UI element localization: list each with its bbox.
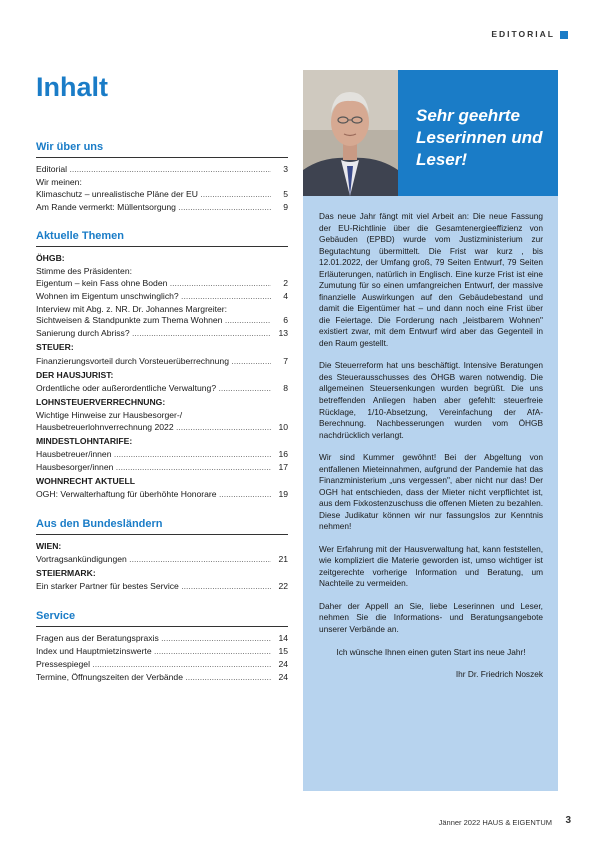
toc-section-service — [36, 609, 288, 684]
toc-entry[interactable] — [36, 449, 288, 460]
signature: Ihr Dr. Friedrich Noszek — [455, 669, 543, 680]
letter-paragraph: Wir sind Kummer gewöhnt! Bei der Abgeltung von entfallenen Mieteinnahmen, aufgrund der Pandemie hat das Finanzministerium „uns vergessen", aber nicht nur das! Der OGH hat entschieden, dass der Mieter nicht verpflichtet ist, aus dem Fixkostenzuschuss die offenen Mieten zu bezahlen. Diese Judikatur können wir nur fassungslos zur Kenntnis nehmen! — [319, 452, 543, 532]
toc-entry[interactable] — [36, 164, 288, 175]
toc-entry[interactable] — [36, 581, 288, 592]
category-label: STEUER: — [36, 342, 74, 353]
entry-page: 9 — [283, 201, 288, 212]
letter-paragraph: Daher der Appell an Sie, liebe Leserinnen und Leser, nehmen Sie die Informations- und Beratungsangebote unserer Verbände an. — [319, 600, 543, 634]
toc-entry[interactable] — [36, 462, 288, 473]
entry-page: 3 — [283, 164, 288, 175]
letter-paragraph: Ich wünsche Ihnen einen guten Start ins neue Jahr! — [336, 646, 526, 657]
letter-paragraph: Wer Erfahrung mit der Hausverwaltung hat, kann feststellen, wie kompliziert die Materie geworden ist, umso wichtiger ist zeitgerechte vorherige Information und Beratung, um Nachteile zu vermeiden. — [319, 543, 543, 589]
entry-title: Hausbetreuer/innen ..... — [36, 449, 271, 460]
entry-page: 19 — [278, 489, 288, 500]
entry-title-line2: Klimaschutz – unrealistische Pläne der EU ..... — [36, 189, 271, 200]
entry-page: 10 — [278, 421, 288, 432]
editorial-letter — [319, 211, 543, 681]
entry-title: OGH: Verwalterhaftung für überhöhte Honorare ..... — [36, 489, 271, 500]
entry-title: Editorial ..... — [36, 164, 271, 175]
entry-page: 2 — [283, 277, 288, 288]
entry-page: 24 — [278, 672, 288, 683]
entry-title: Vortragsankündigungen ..... — [36, 554, 271, 565]
footer-issue: Jänner 2022 HAUS & EIGENTUM — [438, 818, 552, 827]
table-of-contents — [36, 140, 288, 700]
entry-page: 7 — [283, 355, 288, 366]
section-title: Service — [36, 609, 288, 627]
entry-title-line1: Wir meinen: — [36, 177, 82, 188]
toc-section-bundeslaender — [36, 517, 288, 593]
toc-entry[interactable] — [36, 304, 288, 326]
toc-section-wir — [36, 140, 288, 213]
page-title: Inhalt — [36, 72, 108, 102]
entry-page: 21 — [278, 554, 288, 565]
toc-entry[interactable] — [36, 410, 288, 432]
entry-title: Ein starker Partner für bestes Service ..... — [36, 581, 271, 592]
toc-entry[interactable] — [36, 489, 288, 500]
section-title: Aktuelle Themen — [36, 229, 288, 247]
entry-page: 8 — [283, 383, 288, 393]
letter-paragraph: Das neue Jahr fängt mit viel Arbeit an: Die neue Fassung der EU-Richtlinie über die Gesamtenergieeffizienz von Gebäuden (EPBD) wurde vom Justizministerium zur Begutachtung übermittelt. Die Frist war kurz , bis 12.01.2022, der Umfang groß, 79 Seiten Entwurf, 79 Seiten Erläuterungen, natürlich in Englisch. Eine kurze Frist ist eine Zumutung für so einen umfangreichen Entwurf, der massive finanzielle Auswirkungen auf den Gebäudebestand und damit die Eigentümer hat – und dann noch eine Frist über die Feiertage. Die Forderung nach „leistbarem Wohnen" existiert zwar, mit dem Entwurf wird aber das Gegenteil in den Raum gestellt. — [319, 211, 543, 348]
greeting-heading: Sehr geehrte Leserinnen und Leser! — [416, 106, 543, 170]
entry-title-line2: Sichtweisen & Standpunkte zum Thema Wohnen ..... — [36, 315, 271, 326]
author-photo — [303, 70, 398, 196]
entry-title-line1: Stimme des Präsidenten: — [36, 266, 133, 277]
entry-page: 24 — [278, 659, 288, 670]
editorial-panel — [303, 70, 558, 791]
toc-entry[interactable] — [36, 659, 288, 670]
section-title: Wir über uns — [36, 140, 288, 158]
section-title: Aus den Bundesländern — [36, 517, 288, 535]
entry-page: 5 — [283, 188, 288, 199]
toc-entry[interactable] — [36, 633, 288, 644]
entry-title: Index und Hauptmietzinswerte ..... — [36, 646, 271, 657]
entry-title: Am Rande vermerkt: Müllentsorgung ..... — [36, 202, 271, 213]
portrait-image — [303, 70, 398, 196]
toc-entry[interactable] — [36, 356, 288, 367]
entry-title-line2: Hausbetreuerlohnverrechnung 2022 ..... — [36, 422, 271, 433]
toc-entry[interactable] — [36, 202, 288, 213]
entry-title-line2: Eigentum – kein Fass ohne Boden ..... — [36, 278, 271, 289]
entry-page: 6 — [283, 315, 288, 326]
toc-entry[interactable] — [36, 266, 288, 288]
letter-paragraph: Die Steuerreform hat uns beschäftigt. Intensive Beratungen des Steuerausschusses des ÖHGB waren notwendig. Die allgemeinen Steuersenkungen wurden begrüßt. Die uns betreffenden Anliegen haben aber gefehlt: steuerfreie Rücklage, 1/10-Absetzung, Vereinfachung der AfA-Berechnung. Nachbesserungen wurden vom ÖHGB nachdrücklich verlangt. — [319, 360, 543, 440]
toc-entry[interactable] — [36, 383, 288, 394]
entry-page: 13 — [278, 328, 288, 339]
entry-title: Hausbesorger/innen ..... — [36, 462, 271, 473]
entry-title: Termine, Öffnungszeiten der Verbände ..... — [36, 672, 271, 683]
entry-title: Ordentliche oder außerordentliche Verwaltung? ..... — [36, 383, 271, 394]
entry-page: 14 — [278, 632, 288, 643]
entry-page: 17 — [278, 462, 288, 473]
category-label: LOHNSTEUERVERRECHNUNG: — [36, 397, 166, 408]
entry-title: Pressespiegel ..... — [36, 659, 271, 670]
entry-title-line1: Interview mit Abg. z. NR. Dr. Johannes Margreiter: — [36, 303, 228, 314]
entry-title: Wohnen im Eigentum unschwinglich? ..... — [36, 291, 271, 302]
page-number: 3 — [565, 815, 571, 826]
toc-entry[interactable] — [36, 672, 288, 683]
entry-title: Fragen aus der Beratungspraxis ..... — [36, 633, 271, 644]
toc-section-aktuell — [36, 229, 288, 501]
entry-title-line1: Wichtige Hinweise zur Hausbesorger-/ — [36, 410, 183, 421]
category-label: MINDESTLOHNTARIFE: — [36, 435, 133, 446]
category-label: STEIERMARK: — [36, 568, 96, 579]
toc-entry[interactable] — [36, 554, 288, 565]
category-label: DER HAUSJURIST: — [36, 369, 114, 380]
toc-entry[interactable] — [36, 291, 288, 302]
entry-page: 15 — [278, 646, 288, 656]
section-label: EDITORIAL — [491, 29, 555, 39]
entry-title: Finanzierungsvorteil durch Vorsteuerüberrechnung ..... — [36, 356, 271, 367]
entry-page: 16 — [278, 448, 288, 459]
toc-entry[interactable] — [36, 646, 288, 657]
section-marker — [560, 31, 568, 39]
entry-title: Sanierung durch Abriss? ..... — [36, 328, 271, 339]
category-label: ÖHGB: — [36, 253, 65, 264]
greeting-box — [398, 70, 558, 196]
category-label: WIEN: — [36, 540, 62, 551]
entry-page: 4 — [283, 290, 288, 301]
entry-page: 22 — [278, 581, 288, 592]
toc-entry[interactable] — [36, 177, 288, 199]
category-label: WOHNRECHT AKTUELL — [36, 476, 135, 487]
toc-entry[interactable] — [36, 328, 288, 339]
